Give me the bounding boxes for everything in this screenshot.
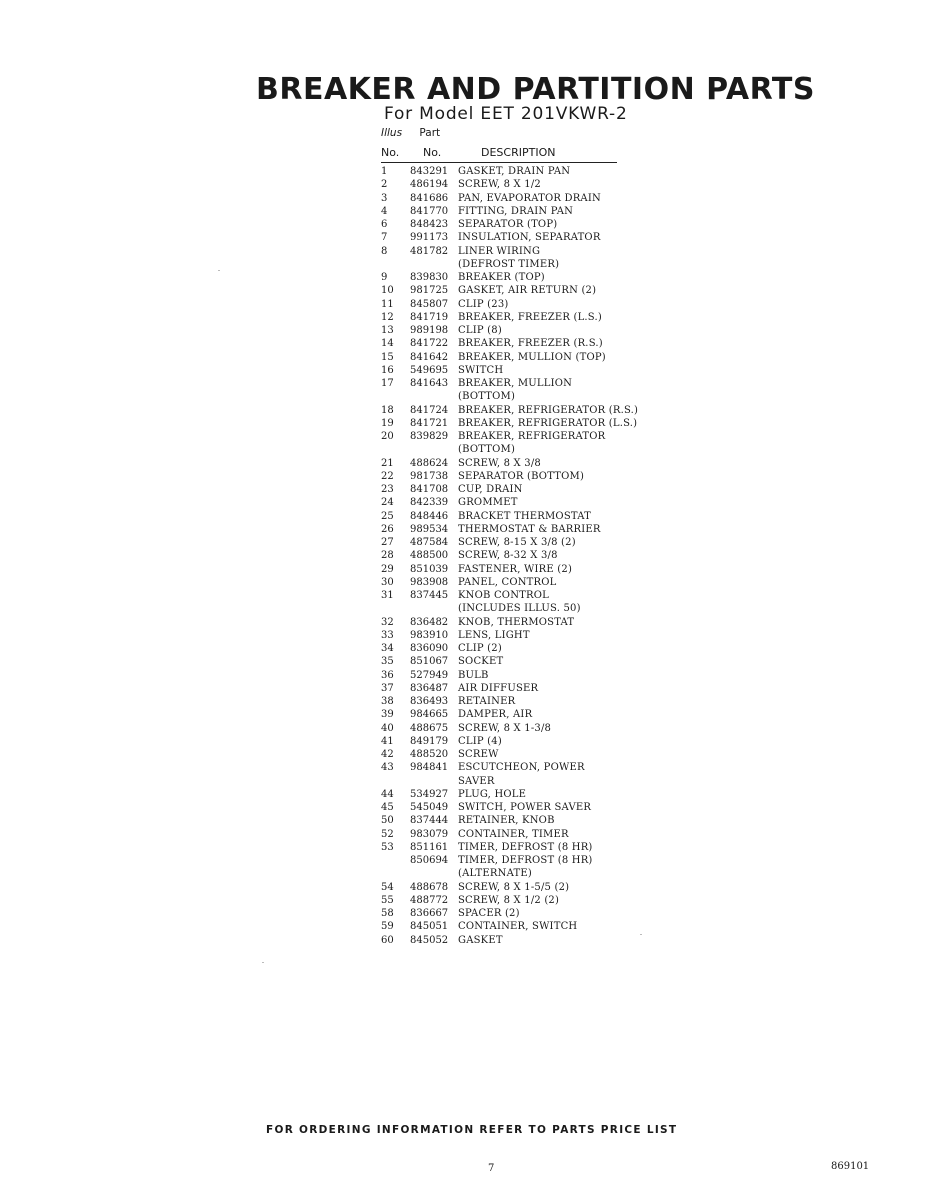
- part-number: 836090: [410, 643, 449, 654]
- part-number: 486194: [410, 179, 449, 191]
- illus-number: 15: [381, 351, 394, 363]
- part-description: (BOTTOM): [458, 391, 516, 403]
- part-row: [381, 801, 651, 814]
- part-number: 983079: [410, 828, 449, 840]
- part-row: [381, 218, 651, 231]
- illus-number: 25: [381, 510, 394, 522]
- part-number: 841770: [410, 205, 449, 217]
- illus-number: 6: [381, 219, 388, 230]
- illus-number: 28: [381, 550, 394, 562]
- part-number: 836667: [410, 908, 449, 919]
- part-row: [381, 934, 651, 947]
- part-number: 851161: [410, 841, 449, 853]
- part-row: [381, 430, 651, 443]
- part-number: 488678: [410, 881, 449, 893]
- part-row: [381, 708, 651, 721]
- illus-number: 11: [381, 298, 394, 310]
- part-number: 534927: [410, 788, 449, 800]
- part-row: [381, 496, 651, 509]
- illus-number: 1: [381, 166, 388, 177]
- part-description: SCREW, 8 X 1-3/8: [458, 722, 552, 734]
- part-description: SCREW: [458, 749, 499, 760]
- illus-number: 53: [381, 841, 394, 853]
- part-row: [381, 178, 651, 191]
- illus-number: 30: [381, 576, 394, 588]
- illus-number: 55: [381, 894, 394, 906]
- part-description: FITTING, DRAIN PAN: [458, 205, 574, 217]
- part-row: [381, 616, 651, 629]
- part-description: GASKET, DRAIN PAN: [458, 166, 571, 177]
- part-description: GASKET, AIR RETURN (2): [458, 285, 597, 297]
- part-row: [381, 549, 651, 562]
- part-number: 981725: [410, 285, 449, 297]
- part-row: [381, 920, 651, 933]
- part-number: 488500: [410, 550, 449, 562]
- part-number: 841722: [410, 338, 449, 350]
- part-description: SCREW, 8 X 1/2 (2): [458, 894, 560, 906]
- part-row: [381, 536, 651, 549]
- part-description: (INCLUDES ILLUS. 50): [458, 603, 581, 615]
- illus-number: 43: [381, 762, 394, 774]
- illus-number: 7: [381, 232, 388, 244]
- document-number: 869101: [831, 1161, 870, 1172]
- part-description: (BOTTOM): [458, 444, 516, 456]
- part-description: FASTENER, WIRE (2): [458, 563, 573, 575]
- part-description: SCREW, 8 X 1-5/5 (2): [458, 881, 570, 893]
- part-description: SWITCH, POWER SAVER: [458, 802, 592, 813]
- part-number: 984665: [410, 709, 449, 721]
- part-description: BREAKER, MULLION (TOP): [458, 351, 606, 363]
- scan-speck: [218, 270, 220, 271]
- illus-number: 21: [381, 457, 394, 469]
- illus-number: 18: [381, 404, 394, 416]
- part-row: [381, 245, 651, 258]
- part-number: 851039: [410, 563, 449, 575]
- illus-number: 39: [381, 709, 394, 721]
- part-row: [381, 576, 651, 589]
- part-description: RETAINER: [458, 696, 516, 707]
- part-row: [381, 298, 651, 311]
- illus-number: 33: [381, 629, 394, 641]
- part-number: 845807: [410, 298, 449, 310]
- part-row: [381, 655, 651, 668]
- part-number: 984841: [410, 762, 449, 774]
- part-description: GASKET: [458, 934, 503, 946]
- part-description: BRACKET THERMOSTAT: [458, 510, 591, 522]
- part-description: BREAKER, REFRIGERATOR: [458, 431, 606, 442]
- page-number: 7: [488, 1163, 495, 1174]
- part-row: [381, 788, 651, 801]
- part-row: [381, 483, 651, 496]
- illus-number: 14: [381, 338, 394, 350]
- part-number: 487584: [410, 537, 449, 548]
- part-description: GROMMET: [458, 497, 518, 509]
- illus-number: 40: [381, 722, 394, 734]
- part-description: TIMER, DEFROST (8 HR): [458, 855, 593, 866]
- part-description: SOCKET: [458, 656, 504, 668]
- part-description: LINER WIRING: [458, 245, 541, 257]
- part-row: [381, 761, 651, 774]
- part-number: 488624: [410, 457, 449, 469]
- part-row: [381, 841, 651, 854]
- illus-number: 35: [381, 656, 394, 668]
- part-number: 841643: [410, 378, 449, 389]
- illus-number: 45: [381, 802, 394, 813]
- illus-number: 22: [381, 470, 394, 482]
- illus-number: 38: [381, 696, 394, 707]
- illus-number: 2: [381, 179, 388, 191]
- part-row: [381, 258, 651, 271]
- part-row: [381, 682, 651, 695]
- part-row: [381, 735, 651, 748]
- part-number: 836487: [410, 682, 449, 694]
- part-number: 843291: [410, 166, 449, 177]
- illus-number: 16: [381, 364, 394, 376]
- part-number: 837445: [410, 590, 449, 601]
- part-row: [381, 231, 651, 244]
- part-row: [381, 828, 651, 841]
- part-row: [381, 404, 651, 417]
- part-row: [381, 722, 651, 735]
- part-row: [381, 192, 651, 205]
- part-no-header: No.: [423, 146, 442, 159]
- part-number: 488772: [410, 894, 449, 906]
- part-row: [381, 629, 651, 642]
- part-number: 989198: [410, 325, 449, 336]
- part-number: 488675: [410, 722, 449, 734]
- column-header-top: [381, 127, 440, 139]
- illus-number: 3: [381, 192, 388, 204]
- part-description: ESCUTCHEON, POWER: [458, 762, 585, 774]
- part-number: 836482: [410, 616, 449, 628]
- illus-number: 41: [381, 735, 394, 747]
- part-description: SEPARATOR (TOP): [458, 219, 558, 230]
- illus-number: 60: [381, 934, 394, 946]
- part-number: 841708: [410, 484, 449, 495]
- page-title: BREAKER AND PARTITION PARTS: [256, 72, 815, 107]
- part-row: [381, 695, 651, 708]
- column-header: [381, 146, 617, 163]
- part-row: [381, 775, 651, 788]
- part-number: 983908: [410, 576, 449, 588]
- part-description: (DEFROST TIMER): [458, 258, 560, 270]
- scan-speck: [640, 934, 642, 935]
- illus-number: 17: [381, 378, 394, 389]
- illus-number: 20: [381, 431, 394, 442]
- part-number: 527949: [410, 669, 449, 681]
- illus-number: 50: [381, 815, 394, 827]
- part-row: [381, 364, 651, 377]
- part-number: 839829: [410, 431, 449, 442]
- part-description: CUP, DRAIN: [458, 484, 523, 495]
- part-number: 841721: [410, 417, 449, 429]
- ordering-footer: FOR ORDERING INFORMATION REFER TO PARTS PRICE LIST: [266, 1124, 678, 1136]
- illus-number: 4: [381, 205, 388, 217]
- part-description: BREAKER, MULLION: [458, 378, 573, 389]
- part-row: [381, 510, 651, 523]
- part-number: 839830: [410, 272, 449, 283]
- part-row: [381, 457, 651, 470]
- part-row: [381, 907, 651, 920]
- part-description: BULB: [458, 669, 489, 681]
- part-number: 841719: [410, 311, 449, 323]
- part-row: [381, 589, 651, 602]
- part-number: 991173: [410, 232, 449, 244]
- part-row: [381, 881, 651, 894]
- part-description: THERMOSTAT & BARRIER: [458, 523, 601, 535]
- illus-header-label: Illus: [381, 127, 403, 139]
- part-header-label: Part: [419, 127, 441, 139]
- part-row: [381, 602, 651, 615]
- illus-number: 37: [381, 682, 394, 694]
- part-description: SAVER: [458, 775, 495, 787]
- part-row: [381, 814, 651, 827]
- part-number: 837444: [410, 815, 449, 827]
- description-header: DESCRIPTION: [481, 146, 556, 159]
- illus-number: 23: [381, 484, 394, 495]
- part-description: CLIP (23): [458, 298, 509, 310]
- illus-number: 19: [381, 417, 394, 429]
- part-description: SWITCH: [458, 364, 504, 376]
- part-number: 841686: [410, 192, 449, 204]
- illus-no-header: No.: [381, 146, 400, 159]
- illus-number: 59: [381, 921, 394, 933]
- illus-number: 9: [381, 272, 388, 283]
- part-description: CLIP (8): [458, 325, 502, 336]
- part-number: 848446: [410, 510, 449, 522]
- part-number: 481782: [410, 245, 449, 257]
- part-description: AIR DIFFUSER: [458, 682, 539, 694]
- part-number: 488520: [410, 749, 449, 760]
- illus-number: 52: [381, 828, 394, 840]
- illus-number: 34: [381, 643, 394, 654]
- part-description: SCREW, 8-15 X 3/8 (2): [458, 537, 576, 548]
- illus-number: 36: [381, 669, 394, 681]
- part-description: SPACER (2): [458, 908, 520, 919]
- part-number: 989534: [410, 523, 449, 535]
- part-number: 851067: [410, 656, 449, 668]
- part-row: [381, 284, 651, 297]
- illus-number: 42: [381, 749, 394, 760]
- part-row: [381, 377, 651, 390]
- part-description: BREAKER (TOP): [458, 272, 545, 283]
- part-number: 850694: [410, 855, 449, 866]
- part-number: 981738: [410, 470, 449, 482]
- part-description: CLIP (4): [458, 735, 502, 747]
- part-row: [381, 165, 651, 178]
- part-row: [381, 417, 651, 430]
- part-description: PLUG, HOLE: [458, 788, 527, 800]
- part-description: CONTAINER, SWITCH: [458, 921, 578, 933]
- part-row: [381, 205, 651, 218]
- part-number: 836493: [410, 696, 449, 707]
- part-number: 842339: [410, 497, 449, 509]
- part-description: CLIP (2): [458, 643, 502, 654]
- part-description: CONTAINER, TIMER: [458, 828, 569, 840]
- part-description: RETAINER, KNOB: [458, 815, 555, 827]
- illus-number: 32: [381, 616, 394, 628]
- part-row: [381, 324, 651, 337]
- part-description: SEPARATOR (BOTTOM): [458, 470, 585, 482]
- part-row: [381, 748, 651, 761]
- part-row: [381, 390, 651, 403]
- part-description: BREAKER, FREEZER (L.S.): [458, 311, 602, 323]
- part-row: [381, 669, 651, 682]
- part-description: SCREW, 8-32 X 3/8: [458, 550, 558, 562]
- part-description: DAMPER, AIR: [458, 709, 533, 721]
- part-row: [381, 854, 651, 867]
- parts-list: [381, 165, 651, 947]
- scan-speck: [262, 962, 264, 963]
- illus-number: 44: [381, 788, 394, 800]
- part-number: 841724: [410, 404, 449, 416]
- part-description: SCREW, 8 X 1/2: [458, 179, 541, 191]
- illus-number: 54: [381, 881, 394, 893]
- part-number: 545049: [410, 802, 449, 813]
- part-row: [381, 351, 651, 364]
- illus-number: 26: [381, 523, 394, 535]
- part-description: KNOB, THERMOSTAT: [458, 616, 575, 628]
- part-description: INSULATION, SEPARATOR: [458, 232, 601, 244]
- model-subtitle: For Model EET 201VKWR-2: [384, 104, 628, 124]
- illus-number: 10: [381, 285, 394, 297]
- part-description: (ALTERNATE): [458, 868, 532, 880]
- part-description: LENS, LIGHT: [458, 629, 530, 641]
- part-row: [381, 311, 651, 324]
- illus-number: 29: [381, 563, 394, 575]
- part-description: SCREW, 8 X 3/8: [458, 457, 541, 469]
- part-row: [381, 271, 651, 284]
- part-number: 845052: [410, 934, 449, 946]
- part-number: 549695: [410, 364, 449, 376]
- part-row: [381, 523, 651, 536]
- part-description: PANEL, CONTROL: [458, 576, 557, 588]
- part-row: [381, 894, 651, 907]
- part-row: [381, 642, 651, 655]
- part-description: BREAKER, REFRIGERATOR (R.S.): [458, 404, 639, 416]
- part-number: 983910: [410, 629, 449, 641]
- part-description: KNOB CONTROL: [458, 590, 549, 601]
- illus-number: 24: [381, 497, 394, 509]
- illus-number: 27: [381, 537, 394, 548]
- illus-number: 12: [381, 311, 394, 323]
- part-number: 848423: [410, 219, 449, 230]
- part-description: PAN, EVAPORATOR DRAIN: [458, 192, 601, 204]
- part-description: BREAKER, REFRIGERATOR (L.S.): [458, 417, 638, 429]
- illus-number: 8: [381, 245, 388, 257]
- part-row: [381, 337, 651, 350]
- part-number: 841642: [410, 351, 449, 363]
- illus-number: 58: [381, 908, 394, 919]
- part-row: [381, 470, 651, 483]
- part-description: TIMER, DEFROST (8 HR): [458, 841, 593, 853]
- part-row: [381, 443, 651, 456]
- part-row: [381, 563, 651, 576]
- part-number: 845051: [410, 921, 449, 933]
- part-description: BREAKER, FREEZER (R.S.): [458, 338, 603, 350]
- illus-number: 31: [381, 590, 394, 601]
- part-row: [381, 867, 651, 880]
- part-number: 849179: [410, 735, 449, 747]
- illus-number: 13: [381, 325, 394, 336]
